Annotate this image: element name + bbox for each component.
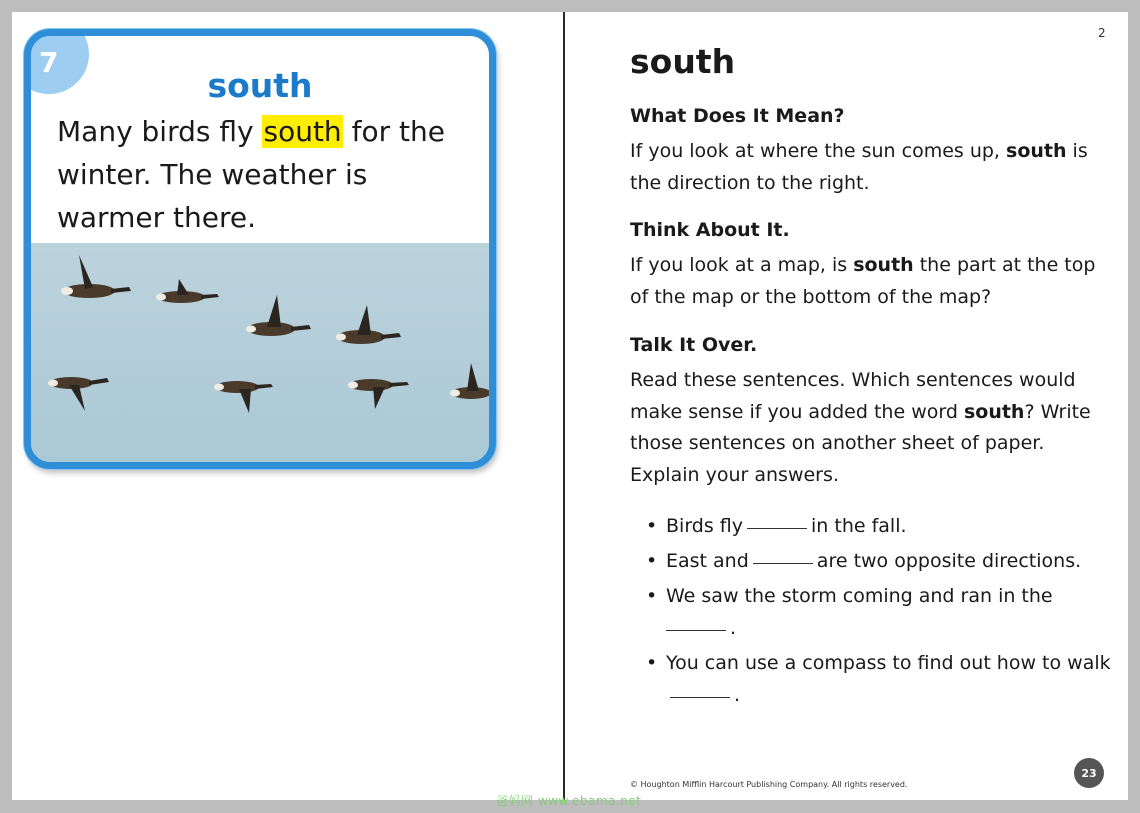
list-item [646,580,1116,644]
text-segment: ? Write those sentences on another sheet of paper. Explain your answers. [630,400,1091,486]
page-divider [563,12,565,800]
list-item [646,510,1116,542]
copyright-notice: © Houghton Mifflin Harcourt Publishing Company. All rights reserved. [630,780,908,789]
text-segment: is the direction to the right. [630,140,1088,194]
paragraph-think [630,250,1110,313]
card-number: 7 [39,46,59,79]
text-segment: the part at the top of the map or the bottom of the map? [630,254,1096,308]
sentence-start: East and [666,550,749,572]
heading-talk-it-over: Talk It Over. [630,334,758,356]
page-number-top: 2 [1098,26,1106,40]
paragraph-talk [630,365,1100,491]
highlighted-word: south [263,115,342,148]
fill-in-blank [666,629,726,631]
sentence-end: in the fall. [811,515,907,537]
sentence-list [646,510,1116,714]
goose-icon [48,255,489,413]
text-segment: If you look at where the sun comes up, [630,140,1007,162]
geese-photo [31,243,489,469]
list-item [646,545,1116,577]
sentence-start: You can use a compass to find out how to walk [666,652,1111,674]
text-segment: If you look at a map, is [630,254,854,276]
sentence-end: . [730,617,737,639]
fill-in-blank [753,562,813,564]
card-sentence [57,110,477,239]
sentence-start: Birds fly [666,515,744,537]
bold-word: south [963,400,1025,423]
sentence-start: We saw the storm coming and ran in the [666,585,1053,607]
card-title: south [207,66,313,105]
fill-in-blank [747,527,807,529]
word-title: south [630,42,736,81]
sentence-end: . [734,684,741,706]
watermark: 爸妈网 www.ebama.net [496,794,642,808]
sentence-end: are two opposite directions. [816,550,1082,572]
text-segment: Read these sentences. Which sentences would make sense if you added the word [630,369,1076,423]
page-number-badge: 23 [1074,758,1104,788]
paragraph-meaning [630,136,1110,199]
list-item [646,647,1116,711]
vocabulary-card [24,29,496,469]
card-text-after: for the winter. The weather is warmer there. [57,115,445,234]
bold-word: south [853,254,914,276]
heading-what-does-it-mean: What Does It Mean? [630,105,845,127]
fill-in-blank [670,696,730,698]
card-text-before: Many birds fly [57,115,263,148]
worksheet-spread [12,12,1128,800]
bold-word: south [1006,140,1067,162]
heading-think-about-it: Think About It. [630,219,790,241]
